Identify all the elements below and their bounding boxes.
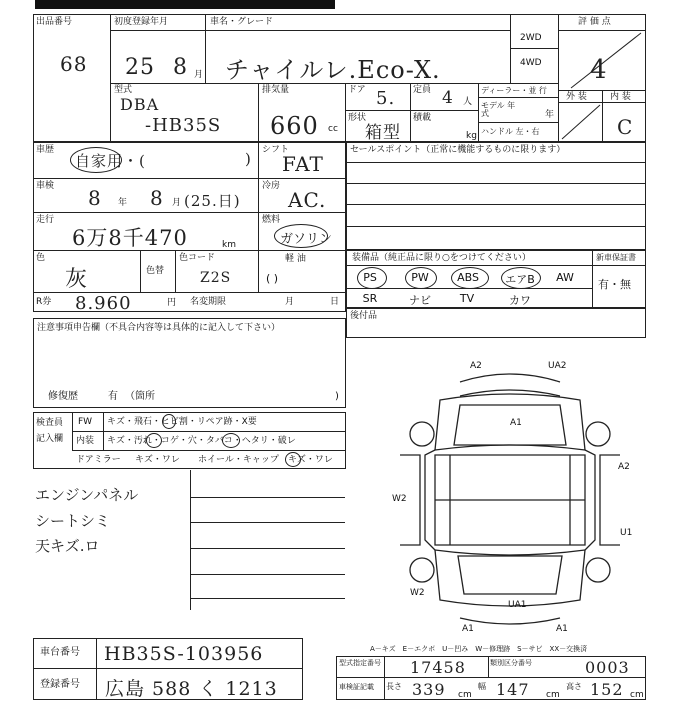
equip-pw: PW bbox=[411, 271, 429, 284]
inspector-label-1: 検査員 bbox=[36, 418, 64, 428]
first-reg-year: 25 bbox=[125, 55, 155, 80]
equip-leather: カワ bbox=[509, 294, 531, 307]
warranty-value: 有・無 bbox=[598, 278, 631, 291]
handle-label: ハンドル 左・右 bbox=[481, 127, 540, 136]
drive-4wd: 4WD bbox=[520, 58, 542, 68]
km-unit: km bbox=[222, 240, 236, 250]
mark-u1-right: U1 bbox=[620, 528, 633, 538]
fw-items: キズ・飛石・ヒビ割・リペア跡・X要 bbox=[107, 417, 257, 427]
color: 灰 bbox=[65, 267, 89, 292]
dealer-label: ディーラー・並 行 bbox=[481, 86, 547, 95]
height-label: 高さ bbox=[566, 682, 582, 691]
length: 339 bbox=[412, 680, 446, 699]
year-unit: 年 bbox=[545, 110, 555, 120]
drive-2wd: 2WD bbox=[520, 33, 542, 43]
type-cert: 17458 bbox=[410, 658, 466, 677]
sales-point-label: セールスポイント（正常に機能するものに限ります） bbox=[350, 145, 566, 155]
mark-a1-rear-right: A1 bbox=[556, 624, 568, 634]
equip-navi: ナビ bbox=[409, 294, 431, 307]
fw-label: FW bbox=[78, 417, 93, 427]
shift: FAT bbox=[282, 152, 324, 176]
width: 147 bbox=[496, 680, 530, 699]
mark-w2-rear: W2 bbox=[410, 588, 425, 598]
light-oil-label: 軽 油 bbox=[285, 254, 306, 264]
exterior-label: 外 装 bbox=[566, 92, 587, 102]
mark-w2-left: W2 bbox=[392, 494, 407, 504]
capacity-label: 定員 bbox=[413, 85, 432, 95]
color-code-label: 色コード bbox=[179, 253, 216, 263]
recycle-fee: 8.960 bbox=[75, 293, 132, 314]
lot-no-label: 出品番号 bbox=[36, 17, 73, 27]
color-type: 自家用・( bbox=[75, 152, 146, 170]
name-change-label: 名変期限 bbox=[190, 297, 227, 307]
mark-ua2-front: UA2 bbox=[548, 361, 567, 371]
score-label: 評 価 点 bbox=[578, 17, 611, 27]
mark-a2-right: A2 bbox=[618, 462, 630, 472]
note-2: シートシミ bbox=[35, 512, 111, 530]
yen-unit: 円 bbox=[167, 298, 177, 308]
equip-tv: TV bbox=[459, 292, 475, 305]
repair-location: （箇所 bbox=[125, 391, 155, 402]
mark-a1-hood: A1 bbox=[510, 418, 522, 428]
after-market-label: 後付品 bbox=[350, 311, 378, 321]
equip-aw: AW bbox=[556, 271, 574, 284]
mark-circle-1 bbox=[162, 414, 176, 429]
type-cert-label: 型式指定番号 bbox=[339, 659, 381, 667]
capacity: 4 bbox=[442, 88, 454, 108]
inspection-day: (25.日) bbox=[184, 192, 241, 210]
mileage-label: 走行 bbox=[36, 215, 55, 225]
color-code: Z2S bbox=[200, 270, 232, 286]
type-cert-sub: 類別区分番号 bbox=[490, 659, 532, 667]
model-prefix: DBA bbox=[120, 95, 160, 114]
cc-unit: cc bbox=[328, 124, 338, 134]
mark-a1-rear-left: A1 bbox=[462, 624, 474, 634]
equip-sr: SR bbox=[362, 292, 378, 305]
color-label: 色 bbox=[36, 253, 46, 263]
nc-day: 日 bbox=[330, 297, 340, 307]
lot-no: 68 bbox=[60, 52, 88, 76]
registration: 広島 588 く 1213 bbox=[105, 678, 278, 700]
diagram-legend: A－キズ E－エクボ U－凹み W－修理跡 S－サビ XX－交換済 bbox=[370, 645, 588, 653]
car-diagram bbox=[380, 360, 645, 640]
month-unit: 月 bbox=[194, 70, 204, 80]
sales-point-section bbox=[346, 142, 646, 250]
ps-circle bbox=[357, 267, 387, 289]
size-label: 車検証記載 bbox=[339, 683, 374, 691]
equip-ps: PS bbox=[363, 271, 377, 284]
body-type: 箱型 bbox=[365, 123, 401, 143]
abs-circle bbox=[451, 267, 489, 289]
inspection-year: 8 bbox=[88, 186, 102, 210]
repair-paren: ) bbox=[335, 391, 339, 402]
top-strip bbox=[35, 0, 335, 9]
int-label: 内装 bbox=[76, 436, 95, 446]
length-unit: cm bbox=[458, 690, 472, 700]
notes-label: 注意事項申告欄（不具合内容等は具体的に記入して下さい） bbox=[37, 323, 281, 333]
after-market-section bbox=[346, 308, 646, 338]
ac-label: 冷房 bbox=[262, 181, 281, 191]
mark-circle-2 bbox=[146, 433, 162, 448]
new-warranty-label: 新車保証書 bbox=[596, 253, 636, 262]
mark-ua1-rear: UA1 bbox=[508, 600, 527, 610]
fuel-paren: ( ) bbox=[266, 272, 279, 285]
wheel-items: キズ・ワレ bbox=[288, 455, 333, 465]
width-unit: cm bbox=[546, 690, 560, 700]
int-items: キズ・汚れ・コゲ・穴・タバコ・ヘタリ・破レ bbox=[107, 436, 296, 446]
ac: AC. bbox=[288, 188, 327, 212]
interior-score: C bbox=[617, 115, 634, 139]
exterior-slash bbox=[560, 103, 602, 141]
airbag-circle bbox=[501, 267, 541, 289]
model-label: 型式 bbox=[114, 85, 133, 95]
equip-airbag: エアB bbox=[505, 273, 535, 286]
length-label: 長さ bbox=[386, 682, 402, 691]
car-name-label: 車名・グレード bbox=[210, 17, 274, 27]
first-reg-label: 初度登録年月 bbox=[114, 17, 169, 27]
color-change-label: 色替 bbox=[146, 266, 165, 276]
first-reg-month: 8 bbox=[173, 55, 188, 80]
model-year-label: モデル 年式 bbox=[481, 101, 516, 118]
displacement: 660 bbox=[270, 112, 319, 140]
shift-label: シフト bbox=[262, 145, 290, 155]
doors: 5. bbox=[376, 88, 396, 109]
height-unit: cm bbox=[630, 690, 644, 700]
chassis-number: HB35S-103956 bbox=[104, 643, 264, 665]
mark-circle-4 bbox=[285, 452, 301, 467]
car-name: チャイルレ.Eco-X. bbox=[225, 56, 441, 84]
repair-label: 修復歴 bbox=[48, 391, 78, 402]
mark-circle-3 bbox=[222, 433, 240, 448]
repair-value: 有 bbox=[108, 391, 118, 402]
inspection-month: 8 bbox=[150, 186, 164, 210]
mirror-items: キズ・ワレ bbox=[135, 455, 180, 465]
inspection-label: 車検 bbox=[36, 181, 55, 191]
mark-a2-front: A2 bbox=[470, 361, 482, 371]
interior-label: 内 装 bbox=[610, 92, 631, 102]
door-label: ドア bbox=[348, 85, 366, 95]
displacement-label: 排気量 bbox=[262, 85, 290, 95]
overall-score: 4 bbox=[590, 55, 608, 85]
fuel-label: 燃料 bbox=[262, 215, 281, 225]
mileage: 6万8千470 bbox=[72, 226, 188, 250]
model-code: -HB35S bbox=[145, 115, 222, 136]
wheel-label: ホイール・キャップ bbox=[198, 455, 279, 465]
insp-month-unit: 月 bbox=[172, 198, 182, 208]
note-1: エンジンパネル bbox=[35, 486, 139, 504]
equip-abs: ABS bbox=[457, 271, 479, 284]
class-no: 0003 bbox=[585, 658, 630, 677]
width-label: 幅 bbox=[478, 682, 486, 691]
nc-month: 月 bbox=[285, 297, 295, 307]
capacity-unit: 人 bbox=[463, 97, 473, 107]
recycle-label: R券 bbox=[36, 297, 52, 307]
inspector-label-2: 記入欄 bbox=[36, 434, 64, 444]
color-type-label: 車歴 bbox=[36, 145, 55, 155]
paren-close: ) bbox=[245, 150, 252, 168]
note-3: 天キズ.ロ bbox=[35, 537, 100, 555]
chassis-label: 車台番号 bbox=[40, 647, 80, 658]
insp-year-unit: 年 bbox=[118, 198, 128, 208]
equipment-label: 装備品（純正品に限り○をつけてください） bbox=[352, 253, 531, 263]
height: 152 bbox=[590, 680, 624, 699]
reg-label: 登録番号 bbox=[40, 679, 80, 690]
load-label: 積載 bbox=[413, 113, 432, 123]
kg-unit: kg bbox=[466, 131, 477, 141]
pw-circle bbox=[405, 267, 437, 289]
body-label: 形状 bbox=[348, 113, 367, 123]
mirror-label: ドアミラー bbox=[76, 455, 121, 465]
fuel: ガソリン bbox=[280, 232, 333, 247]
